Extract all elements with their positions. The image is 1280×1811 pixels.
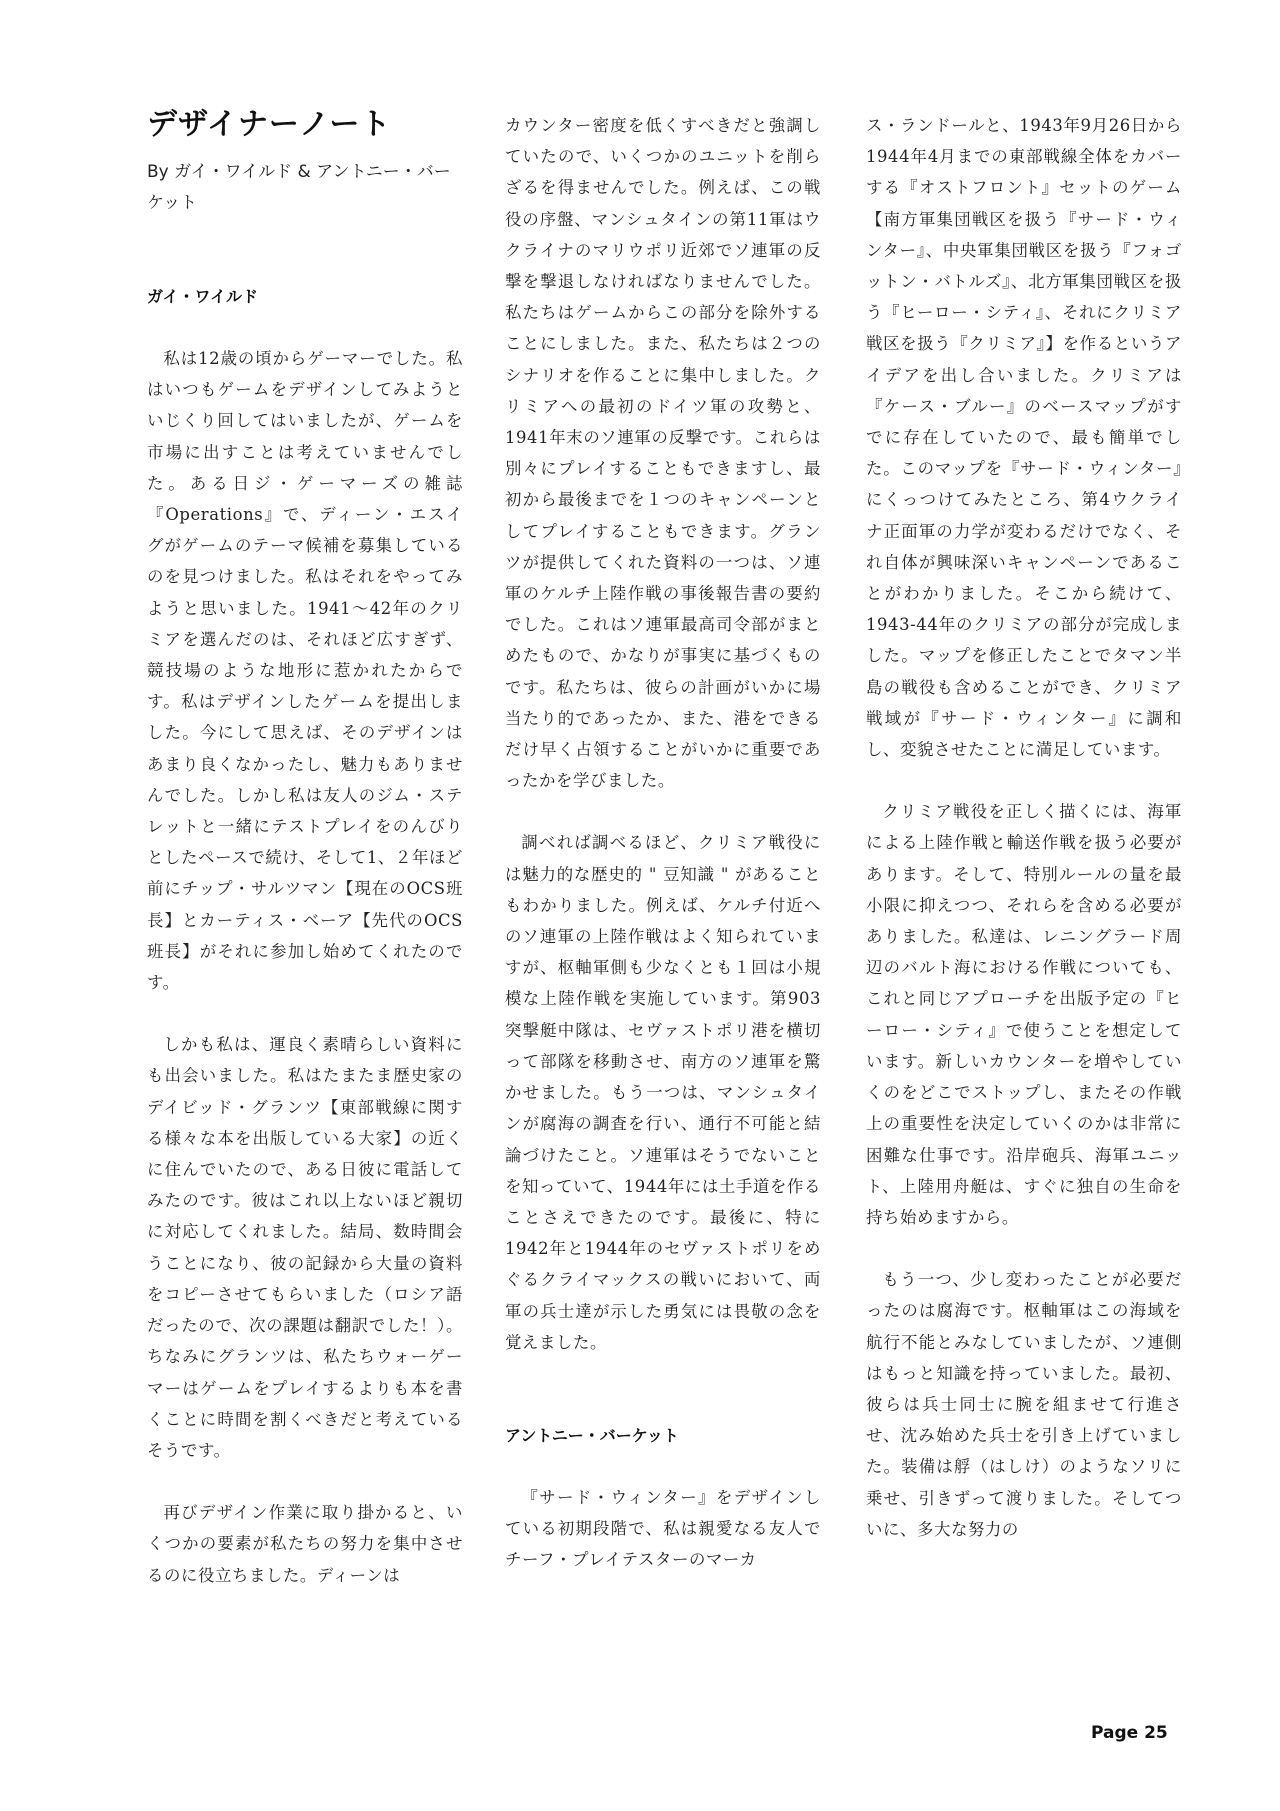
paragraph: しかも私は、運良く素晴らしい資料にも出会いました。私はたまたま歴史家のデイビッド・グランツ【東部戦線に関する様々な本を出版している大家】の近くに住んでいたので、ある日彼に電話してみたのです。彼はこれ以上ないほど親切に対応してくれました。結局、数時間会うことになり、彼の記録から大量の資料をコピーさせてもらいました（ロシア語だったので、次の課題は翻訳でした！）。ちなみにグランツは、私たちウォーゲーマーはゲームをプレイするよりも本を書くことに時間を割くべきだと考えているそうです。 — [147, 1035, 463, 1460]
section-heading-anthony-birkett: アントニー・バーケット — [505, 1425, 679, 1445]
spacer — [866, 1233, 1182, 1264]
spacer — [505, 796, 821, 827]
paragraph: 『サード・ウィンター』をデザインしている初期段階で、私は親愛なる友人でチーフ・プレイテスターのマーカ — [505, 1487, 821, 1570]
paragraph: 私は12歳の頃からゲーマーでした。私はいつもゲームをデザインしてみようといじくり回してはいましたが、ゲームを市場に出すことは考えていませんでした。ある日ジ・ゲーマーズの雑誌『Operations』で、ディーン・エスイグがゲームのテーマ候補を募集しているのを見つけました。私はそれをやってみようと思いました。1941～42年のクリミアを選んだのは、それほど広すぎず、競技場のような地形に惹かれたからです。私はデザインしたゲームを提出しました。今にして思えば、そのデザインはあまり良くなかったし、魅力もありませんでした。しかし私は友人のジム・ステレットと一緒にテストプレイをのんびりとしたペースで続け、そして1、２年ほど前にチップ・サルツマン【現在のOCS班長】とカーティス・ベーア【先代のOCS班長】がそれに参加し始めてくれたのです。 — [147, 349, 463, 993]
byline: By ガイ・ワイルド & アントニー・バーケット — [147, 162, 451, 213]
paragraph: 再びデザイン作業に取り掛かると、いくつかの要素が私たちの努力を集中させるのに役立ちました。ディーンは — [147, 1503, 463, 1585]
spacer — [147, 219, 463, 281]
paragraph: 調べれば調べるほど、クリミア戦役には魅力的な歴史的 " 豆知識 " があることもわかりました。例えば、ケルチ付近へのソ連軍の上陸作戦はよく知られていますが、枢軸軍側も少なくとも１回は小規模な上陸作戦を実施しています。第903突撃艇中隊は、セヴァストポリ港を横切って部隊を移動させ、南方のソ連軍を驚かせました。もう一つは、マンシュタインが腐海の調査を行い、通行不可能と結論づけたこと。ソ連軍はそうでないことを知っていて、1944年には土手道を作ることさえできたのです。最後に、特に1942年と1944年のセヴァストポリをめぐるクライマックスの戦いにおいて、両軍の兵士達が示した勇気には畏敬の念を覚えました。 — [505, 833, 821, 1352]
paragraph: クリミア戦役を正しく描くには、海軍による上陸作戦と輸送作戦を扱う必要があります。そして、特別ルールの量を最小限に抑えつつ、それらを含める必要がありました。私達は、レニングラード周辺のバルト海における作戦についても、これと同じアプローチを出版予定の『ヒーロー・シティ』で使うことを想定しています。新しいカウンターを増やしていくのをどこでストップし、またその作戦上の重要性を決定していくのかは非常に困難な仕事です。沿岸砲兵、海軍ユニット、上陸用舟艇は、すぐに独自の生命を持ち始めますから。 — [866, 802, 1182, 1227]
spacer — [505, 1358, 821, 1420]
section-heading-guy-wilde: ガイ・ワイルド — [147, 287, 259, 306]
paragraph: カウンター密度を低くすべきだと強調していたので、いくつかのユニットを削らざるを得ませんでした。例えば、この戦役の序盤、マンシュタインの第11軍はウクライナのマリウポリ近郊でソ連軍の反撃を撃退しなければなりませんでした。私たちはゲームからこの部分を除外することにしました。また、私たちは２つのシナリオを作ることに集中しました。クリミアへの最初のドイツ軍の攻勢と、1941年末のソ連軍の反撃です。これらは別々にプレイすることもできますし、最初から最後までを１つのキャンペーンとしてプレイすることもできます。グランツが提供してくれた資料の一つは、ソ連軍のケルチ上陸作戦の事後報告書の要約でした。これはソ連軍最高司令部がまとめたもので、かなりが事実に基づくものです。私たちは、彼らの計画がいかに場当たり的であったか、また、港をできるだけ早く占領することがいかに重要であったかを学びました。 — [505, 116, 821, 791]
article-title: デザイナーノート — [147, 107, 392, 142]
column-2 — [505, 110, 821, 1576]
spacer — [505, 1451, 821, 1482]
spacer — [147, 998, 463, 1029]
paragraph: ス・ランドールと、1943年9月26日から1944年4月までの東部戦線全体をカバーする『オストフロント』セットのゲーム【南方軍集団戦区を扱う『サード・ウィンター』、中央軍集団戦区を扱う『フォゴットン・バトルズ』、北方軍集団戦区を扱う『ヒーロー・シティ』、それにクリミア戦区を扱う『クリミア』】を作るというアイデアを出し合いました。クリミアは『ケース・ブルー』のベースマップがすでに存在していたので、最も簡単でした。このマップを『サード・ウィンター』にくっつけてみたところ、第4ウクライナ正面軍の力学が変わるだけでなく、それ自体が興味深いキャンペーンであることがわかりました。そこから続けて、1943-44年のクリミアの部分が完成しました。マップを修正したことでタマン半島の戦役も含めることができ、クリミア戦域が『サード・ウィンター』に調和し、変貌させたことに満足しています。 — [866, 116, 1182, 760]
column-1 — [147, 100, 463, 1591]
page-number: Page 25 — [1091, 1723, 1168, 1743]
spacer — [147, 312, 463, 343]
paragraph: もう一つ、少し変わったことが必要だったのは腐海です。枢軸軍はこの海域を航行不能とみなしていましたが、ソ連側はもっと知識を持っていました。最初、彼らは兵士同士に腕を組ませて行進させ、沈み始めた兵士を引き上げていました。装備は艀（はしけ）のようなソリに乗せ、引きずって渡りました。そしてついに、多大な努力の — [866, 1270, 1182, 1539]
column-3 — [866, 110, 1182, 1545]
spacer — [147, 1466, 463, 1497]
spacer — [866, 765, 1182, 796]
